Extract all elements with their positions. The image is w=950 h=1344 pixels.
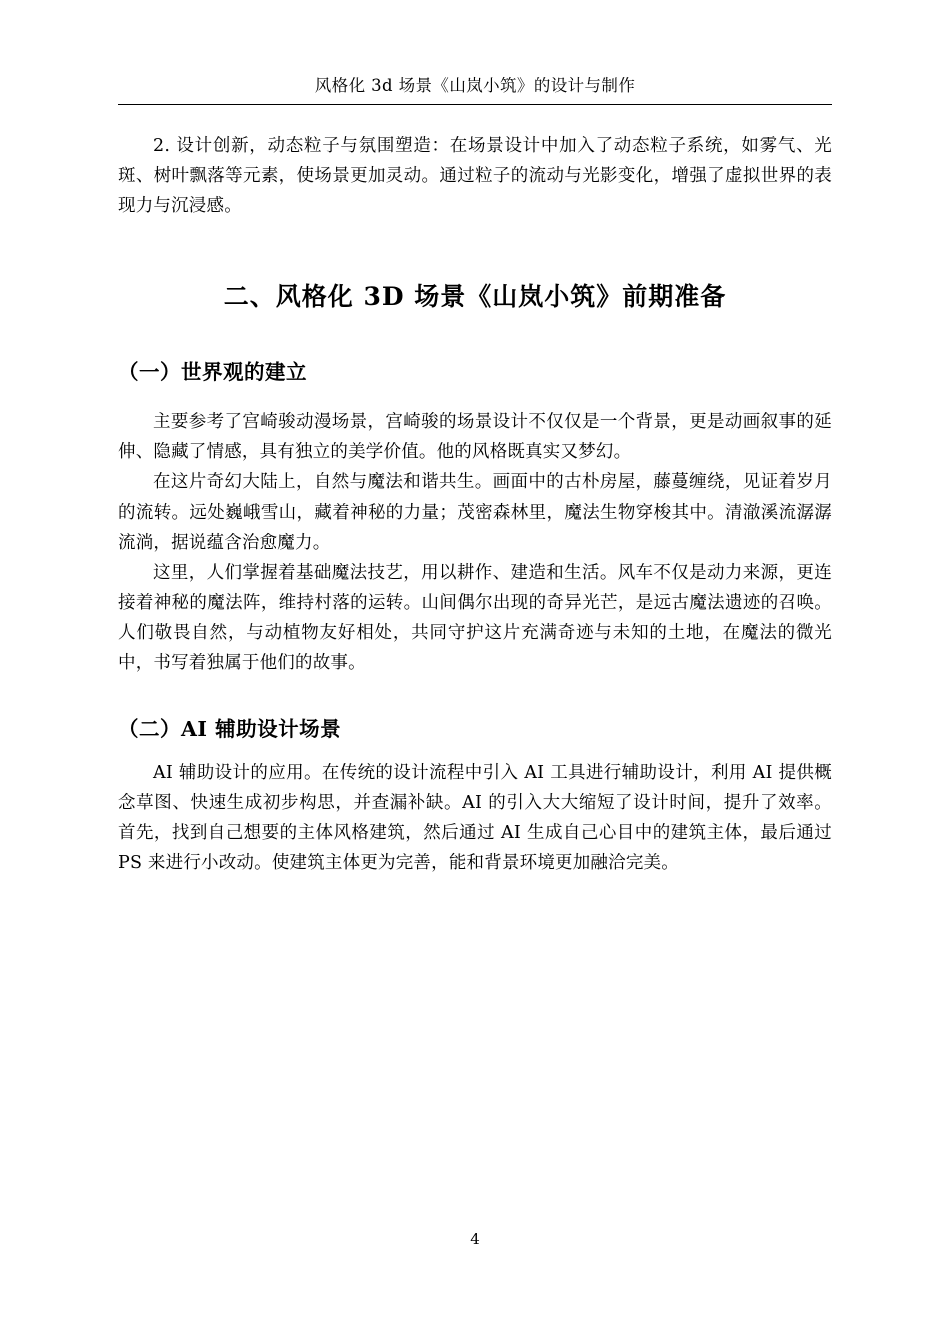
page-number: 4 [470, 1230, 480, 1248]
section-two-title: （二）AI 辅助设计场景 [118, 717, 342, 742]
paragraph-section-one-3: 这里，人们掌握着基础魔法技艺，用以耕作、建造和生活。风车不仅是动力来源，更连接着神秘的魔法阵，维持村落的运转。山间偶尔出现的奇异光芒，是远古魔法遗迹的召唤。人们敬畏自然，与动植物友好相处，共同守护这片充满奇迹与未知的土地，在魔法的微光中，书写着独属于他们的故事。 [118, 562, 832, 674]
paragraph-section-two-1: AI 辅助设计的应用。在传统的设计流程中引入 AI 工具进行辅助设计，利用 AI 提供概念草图、快速生成初步构思，并查漏补缺。AI 的引入大大缩短了设计时间，提升了效率。首先，找到自己想要的主体风格建筑，然后通过 AI 生成自己心目中的建筑主体，最后通过 PS 来进行小改动。使建筑主体更为完善，能和背景环境更加融洽完美。 [118, 763, 832, 874]
chapter-title: 二、风格化 3D 场景《山岚小筑》前期准备 [223, 282, 727, 312]
header-divider [118, 104, 832, 105]
page-content [118, 72, 832, 881]
paragraph-section-one-1: 主要参考了宫崎骏动漫场景，宫崎骏的场景设计不仅仅是一个背景，更是动画叙事的延伸、隐藏了情感，具有独立的美学价值。他的风格既真实又梦幻。 [118, 412, 832, 463]
paragraph-section-one-2: 在这片奇幻大陆上，自然与魔法和谐共生。画面中的古朴房屋，藤蔓缠绕，见证着岁月的流转。远处巍峨雪山，藏着神秘的力量；茂密森林里，魔法生物穿梭其中。清澈溪流潺潺流淌，据说蕴含治愈魔力。 [118, 472, 832, 553]
running-header: 风格化 3d 场景《山岚小筑》的设计与制作 [314, 76, 636, 95]
paragraph-intro-item-2: 2. 设计创新，动态粒子与氛围塑造：在场景设计中加入了动态粒子系统，如雾气、光斑、树叶飘落等元素，使场景更加灵动。通过粒子的流动与光影变化，增强了虚拟世界的表现力与沉浸感。 [118, 136, 832, 217]
section-one-title: （一）世界观的建立 [118, 360, 307, 385]
